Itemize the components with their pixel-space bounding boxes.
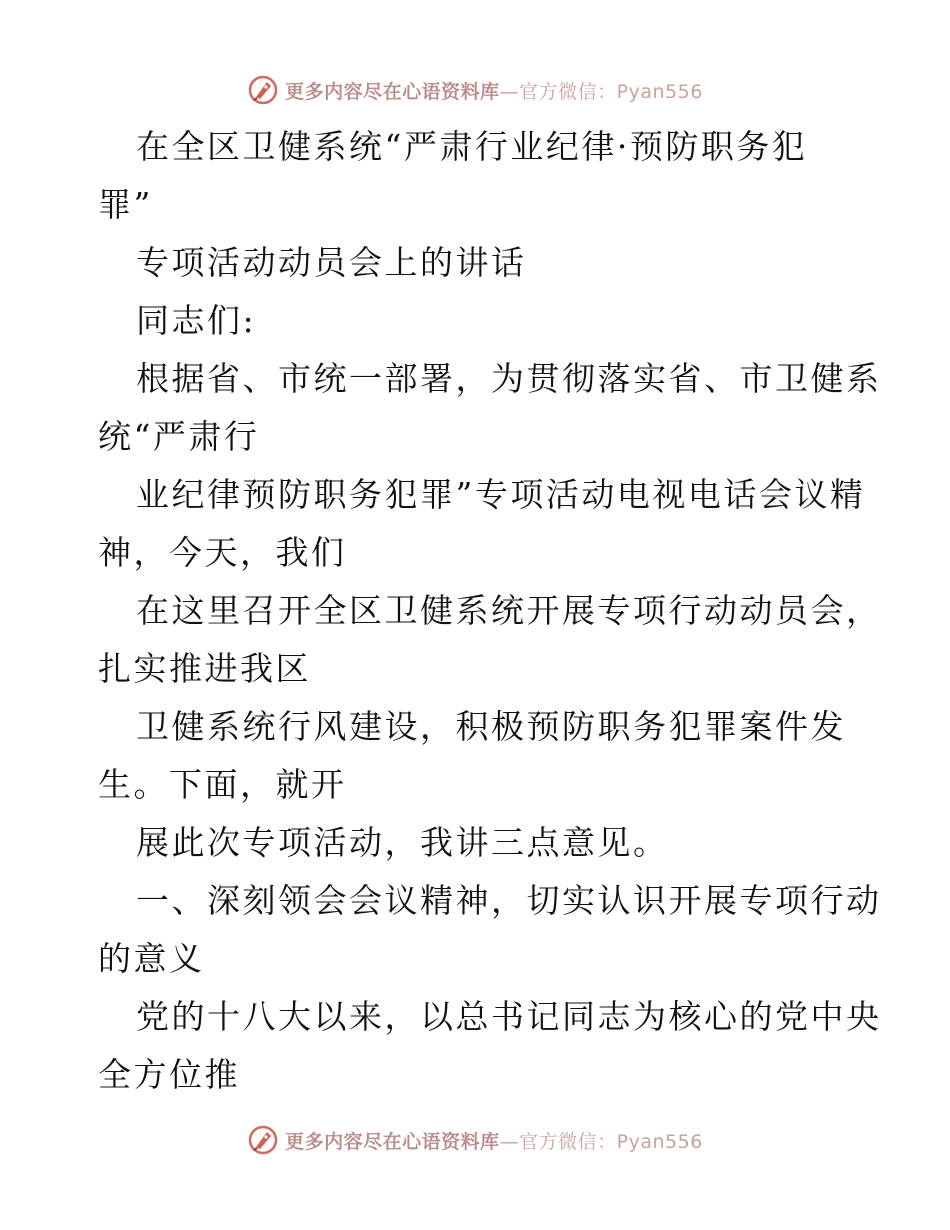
text-line: 神，今天，我们 xyxy=(98,533,347,572)
footer-watermark xyxy=(0,1120,950,1160)
text-line: 统“严肃行 xyxy=(98,417,260,456)
text-line: 根据省、市统一部署，为贯彻落实省、市卫健系 xyxy=(136,359,882,398)
watermark-text: 更多内容尽在心语资料库—官方微信：Pyan556 xyxy=(285,80,703,103)
text-line: 全方位推 xyxy=(98,1055,240,1094)
text-line: 的意义 xyxy=(98,939,205,978)
text-line: 展此次专项活动，我讲三点意见。 xyxy=(136,823,669,862)
watermark-text: 更多内容尽在心语资料库—官方微信：Pyan556 xyxy=(285,1130,703,1153)
pen-nib-logo-icon xyxy=(247,1124,279,1156)
text-line: 卫健系统行风建设，积极预防职务犯罪案件发 xyxy=(136,707,846,746)
text-line: 党的十八大以来，以总书记同志为核心的党中央 xyxy=(136,997,882,1036)
document-body xyxy=(98,118,882,1104)
text-line: 一、深刻领会会议精神，切实认识开展专项行动 xyxy=(136,881,882,920)
text-line: 扎实推进我区 xyxy=(98,649,311,688)
text-line: 在全区卫健系统“严肃行业纪律·预防职务犯 xyxy=(136,127,808,166)
text-line: 专项活动动员会上的讲话 xyxy=(136,243,527,282)
pen-nib-logo-icon xyxy=(247,74,279,106)
text-line: 同志们: xyxy=(136,301,257,340)
text-line: 罪” xyxy=(98,185,153,224)
text-line: 在这里召开全区卫健系统开展专项行动动员会， xyxy=(136,591,882,630)
text-line: 业纪律预防职务犯罪”专项活动电视电话会议精 xyxy=(136,475,866,514)
text-line: 生。下面，就开 xyxy=(98,765,347,804)
header-watermark xyxy=(0,70,950,110)
